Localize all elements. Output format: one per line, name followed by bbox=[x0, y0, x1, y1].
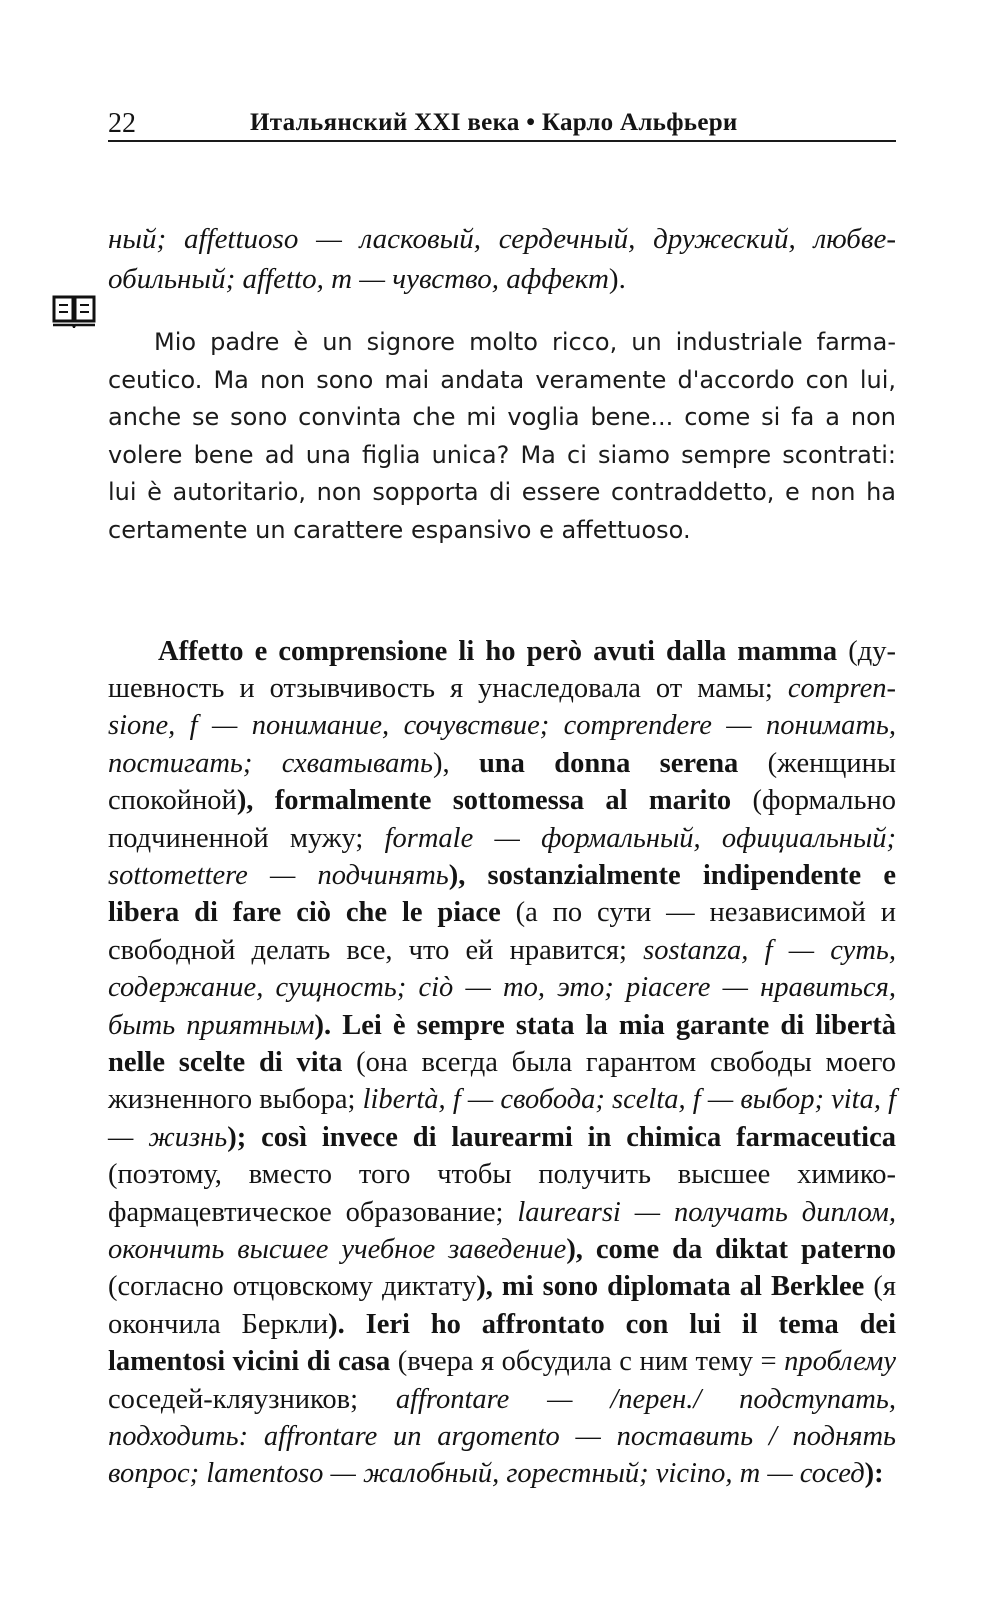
ru-translation: (согласно отцовскому диктату bbox=[108, 1271, 477, 1303]
vocab-gloss: affrontare — /перен./ подступать, подходить: affrontare un argomento — поставить / поднять вопрос; lamentoso — жалобный, горестный; vicino, m — сосед bbox=[108, 1383, 896, 1490]
gloss-close: ). bbox=[608, 263, 626, 295]
it-phrase: ), mi sono diplomata al Berklee bbox=[476, 1271, 865, 1303]
carryover-gloss bbox=[108, 219, 896, 299]
commentary-paragraph bbox=[108, 633, 896, 1493]
it-phrase: ). Ieri ho affrontato con lui il tema dei lamentosi vicini di casa bbox=[108, 1308, 896, 1378]
ru-translation: (а по сути — независимой и свободной делать все, что ей нравится; bbox=[108, 897, 897, 966]
ru-translation: (душевность и отзывчивость я унаследовала от мамы; bbox=[108, 635, 896, 704]
it-phrase: ); così invece di laurearmi in chimica farmaceutica bbox=[227, 1121, 896, 1153]
punct: ), bbox=[432, 747, 450, 779]
it-phrase: ). Lei è sempre stata la mia garante di libertà nelle scelte di vita bbox=[108, 1009, 896, 1078]
it-phrase: ), come da diktat paterno bbox=[566, 1234, 896, 1265]
running-title: Итальянский XXI века • Карло Альфьери bbox=[250, 109, 738, 136]
vocab-gloss: formale — формальный, официальный; sottomettere — подчинять bbox=[108, 822, 896, 891]
ru-translation: (вчера я обсудила с ним тему = bbox=[390, 1346, 785, 1378]
ru-translation: (формально подчиненной мужу; bbox=[108, 785, 896, 854]
ru-translation: (я окончила Беркли bbox=[108, 1271, 896, 1340]
vocab-gloss: laurearsi — получать диплом, окончить высшее учебное заведение bbox=[108, 1196, 896, 1265]
punct: ): bbox=[864, 1458, 884, 1490]
page-number: 22 bbox=[108, 108, 136, 139]
vocab-gloss: comprensione, f — понимание, сочувствие; comprendere — понимать, постигать; схватывать bbox=[108, 672, 896, 779]
open-book-icon bbox=[52, 294, 96, 328]
it-phrase: ), formalmente sottomessa al marito bbox=[236, 785, 732, 817]
vocab-gloss: проблему bbox=[784, 1346, 896, 1378]
vocab-gloss: sostanza, f — суть, содержание, сущность; ciò — то, это; piacere — нравиться, быть приятным bbox=[108, 934, 896, 1041]
running-header bbox=[108, 98, 896, 142]
ru-translation: соседей-кляузников; bbox=[108, 1383, 396, 1415]
ru-translation: (поэтому, вместо того чтобы получить высшее химико-фармацевтическое образование; bbox=[108, 1159, 896, 1228]
ru-translation: (она всегда была гарантом свободы моего жизненного выбора; bbox=[108, 1046, 896, 1116]
gloss-italic: ный; affettuoso — ласковый, сердечный, дружеский, любвеобильный; affetto, m — чувство, аффект bbox=[108, 223, 896, 295]
it-phrase: una donna serena bbox=[449, 747, 739, 779]
vocab-gloss: libertà, f — свобода; scelta, f — выбор; vita, f — жизнь bbox=[108, 1084, 897, 1153]
ru-translation: (женщины спокойной bbox=[108, 747, 896, 817]
it-phrase: Affetto e comprensione li ho però avuti dalla mamma bbox=[158, 635, 838, 667]
it-phrase: ), sostanzialmente indipendente e libera di fare ciò che le piace bbox=[108, 859, 896, 929]
italian-passage: Mio padre è un signore molto ricco, un industriale farmaceutico. Ma non sono mai andata veramente d'accordo con lui, anche se sono convinta che mi voglia bene... come si fa a non volere bene ad una figlia unica? Ma ci siamo sempre scontrati: lui è autoritario, non sopporta di essere contraddetto, e non ha certamente un carattere espansivo e affettuoso. bbox=[108, 328, 896, 544]
